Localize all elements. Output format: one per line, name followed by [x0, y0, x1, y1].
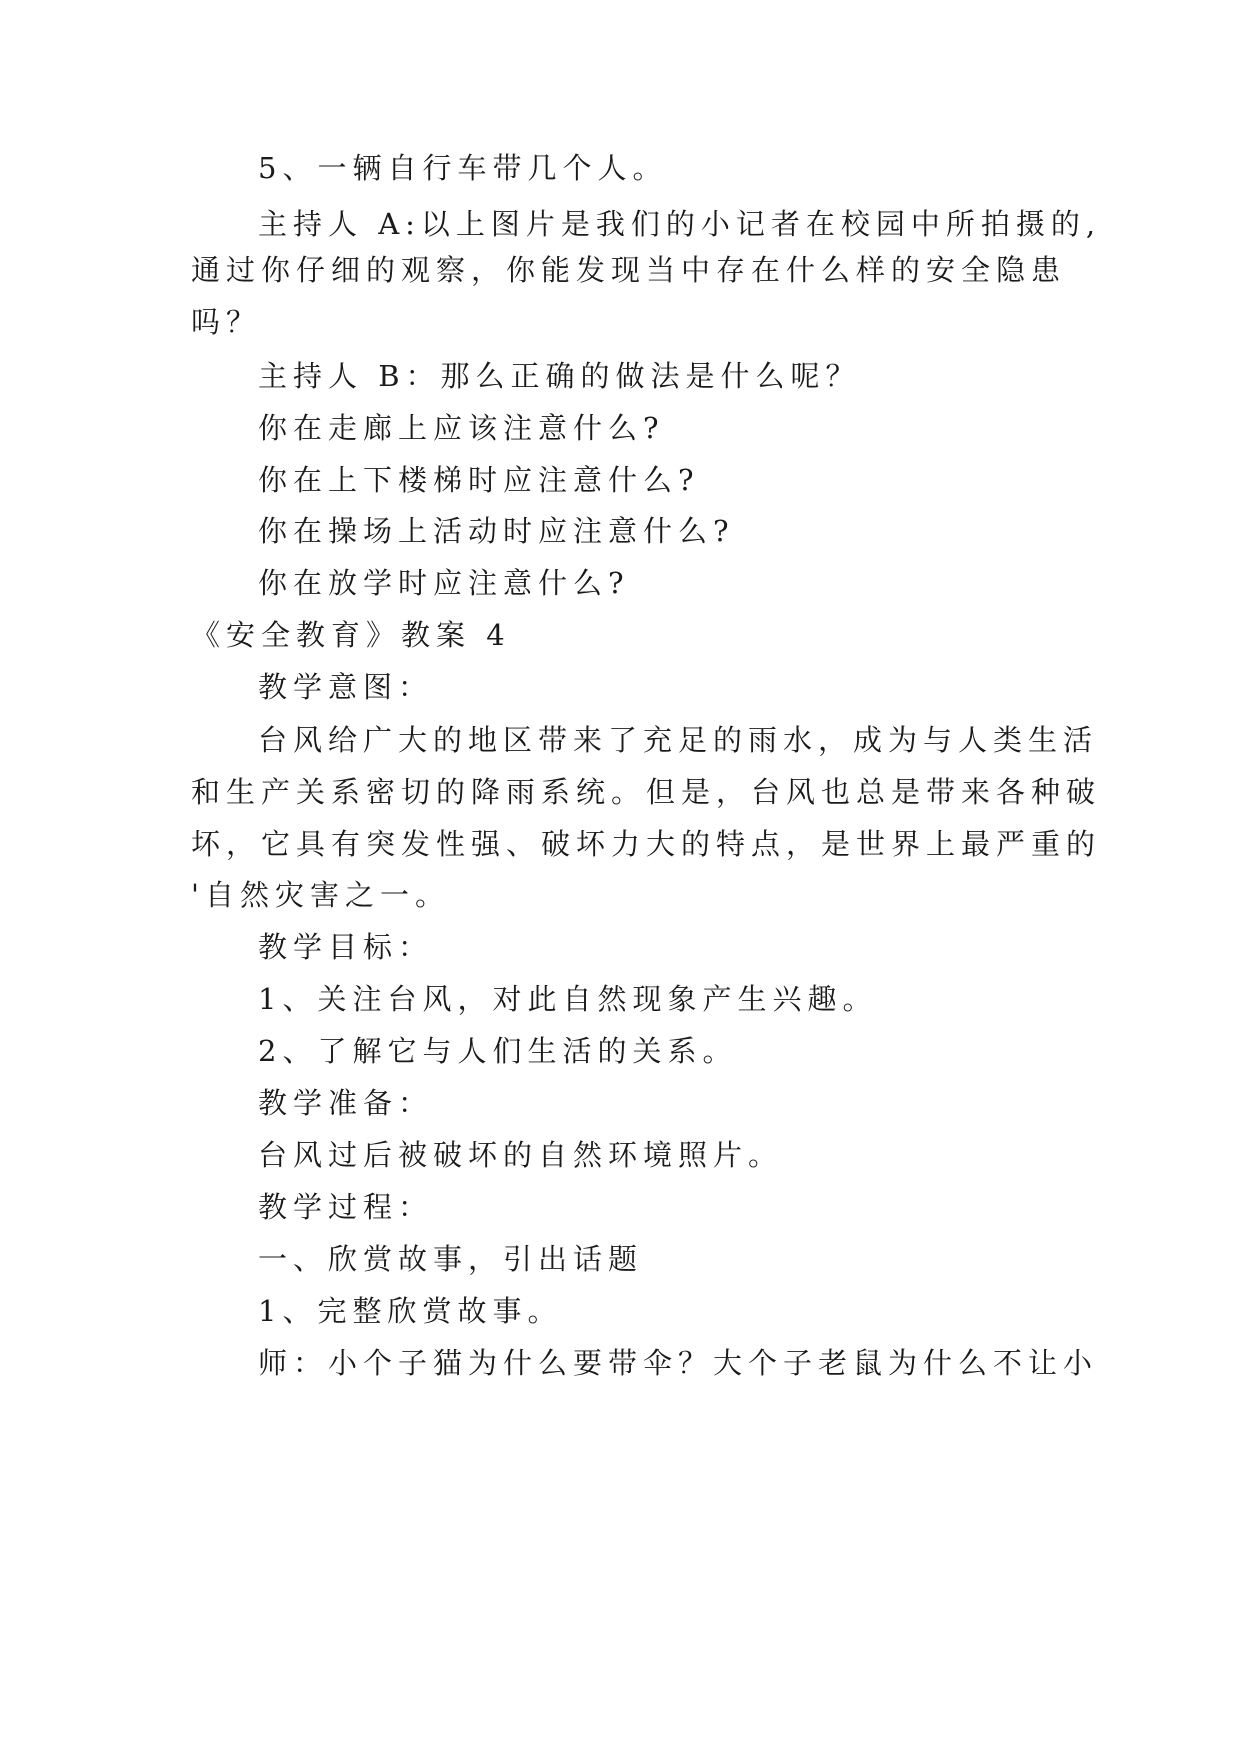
text-line: 1、关注台风，对此自然现象产生兴趣。 — [258, 982, 878, 1016]
text-line: 师：小个子猫为什么要带伞？大个子老鼠为什么不让小 — [258, 1346, 1099, 1380]
text-line: 吗？ — [191, 305, 262, 339]
text-line: 你在操场上活动时应注意什么? — [258, 514, 735, 548]
text-line: 一、欣赏故事，引出话题 — [258, 1242, 644, 1276]
text-line: 你在走廊上应该注意什么? — [258, 411, 665, 445]
text-line: 和生产关系密切的降雨系统。但是，台风也总是带来各种破 — [191, 775, 1102, 809]
text-line: '自然灾害之一。 — [191, 878, 450, 912]
text-line: 教学目标： — [258, 930, 434, 964]
text-line: 你在上下楼梯时应注意什么? — [258, 463, 700, 497]
text-line: 主持人 B：那么正确的做法是什么呢？ — [258, 359, 861, 393]
text-line: 1、完整欣赏故事。 — [258, 1294, 563, 1328]
text-line: 5、一辆自行车带几个人。 — [258, 151, 668, 185]
text-line: 你在放学时应注意什么? — [258, 566, 630, 600]
text-line: 通过你仔细的观察，你能发现当中存在什么样的安全隐患 — [191, 253, 1067, 287]
text-line: 教学意图： — [258, 670, 434, 704]
text-line: 2、了解它与人们生活的关系。 — [258, 1034, 738, 1068]
section-heading: 《安全教育》教案 4 — [191, 618, 511, 652]
text-line: 台风过后被破坏的自然环境照片。 — [258, 1138, 784, 1172]
text-line: 坏，它具有突发性强、破坏力大的特点，是世界上最严重的 — [191, 827, 1102, 861]
text-line: 教学准备： — [258, 1086, 434, 1120]
text-line: 教学过程： — [258, 1190, 434, 1224]
text-line: 台风给广大的地区带来了充足的雨水，成为与人类生活 — [258, 723, 1099, 757]
text-line: 主持人 A:以上图片是我们的小记者在校园中所拍摄的, — [258, 207, 1102, 241]
